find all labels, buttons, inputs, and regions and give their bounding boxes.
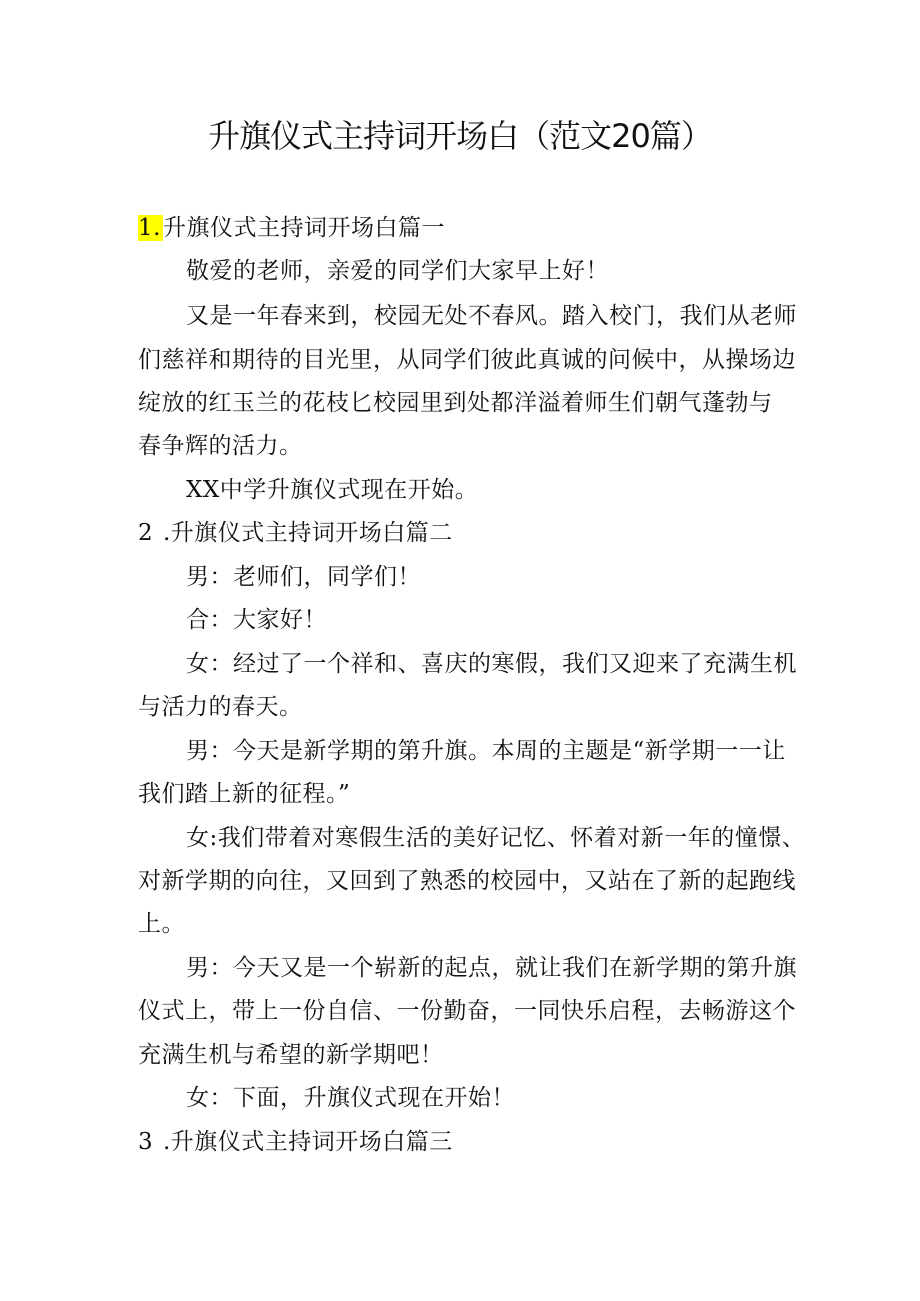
paragraph-line: 春争辉的活力。 — [138, 433, 303, 459]
section-heading-1 — [138, 207, 445, 250]
paragraph-line: 男：今天是新学期的第升旗。本周的主题是“新学期一一让 — [186, 738, 786, 764]
section-number-1: 1. — [138, 215, 161, 241]
paragraph-line: 女：经过了一个祥和、喜庆的寒假，我们又迎来了充满生机 — [186, 651, 797, 677]
paragraph-line: 上。 — [138, 911, 185, 937]
paragraph-line: 仪式上，带上一份自信、一份勤奋，一同快乐启程，去畅游这个 — [138, 998, 796, 1024]
section-number-2: 2 — [138, 520, 154, 546]
paragraph-line: 们慈祥和期待的目光里，从同学们彼此真诚的问候中，从操场边 — [138, 347, 796, 373]
section-number-3: 3 — [138, 1129, 154, 1155]
paragraph-line: 与活力的春天。 — [138, 694, 303, 720]
paragraph-line: 我们踏上新的征程。” — [138, 781, 351, 807]
paragraph-line: 男：老师们，同学们！ — [186, 564, 421, 590]
paragraph-line: 女：下面，升旗仪式现在开始！ — [186, 1085, 515, 1111]
paragraph-line: 敬爱的老师，亲爱的同学们大家早上好！ — [186, 258, 609, 284]
section-title-2: .升旗仪式主持词开场白篇二 — [162, 520, 453, 546]
paragraph-line: 合：大家好！ — [186, 607, 327, 633]
paragraph-line: 女:我们带着对寒假生活的美好记忆、怀着对新一年的憧憬、 — [186, 825, 806, 851]
section-title-3: .升旗仪式主持词开场白篇三 — [162, 1129, 453, 1155]
paragraph-line: 又是一年春来到，校园无处不春风。踏入校门，我们从老师 — [186, 303, 797, 329]
section-heading-3 — [138, 1121, 453, 1164]
section-heading-2 — [138, 512, 453, 555]
paragraph-line: 男：今天又是一个崭新的起点，就让我们在新学期的第升旗 — [186, 955, 797, 981]
paragraph-line: 对新学期的向往，又回到了熟悉的校园中，又站在了新的起跑线 — [138, 868, 796, 894]
paragraph-line: 绽放的红玉兰的花枝匕校园里到处都洋溢着师生们朝气蓬勃与 — [138, 390, 773, 416]
document-title: 升旗仪式主持词开场白（范文20篇） — [208, 117, 712, 155]
paragraph-line: 充满生机与希望的新学期吧！ — [138, 1042, 444, 1068]
section-title-1: 升旗仪式主持词开场白篇一 — [162, 215, 445, 241]
paragraph-line: XX中学升旗仪式现在开始。 — [186, 477, 479, 503]
